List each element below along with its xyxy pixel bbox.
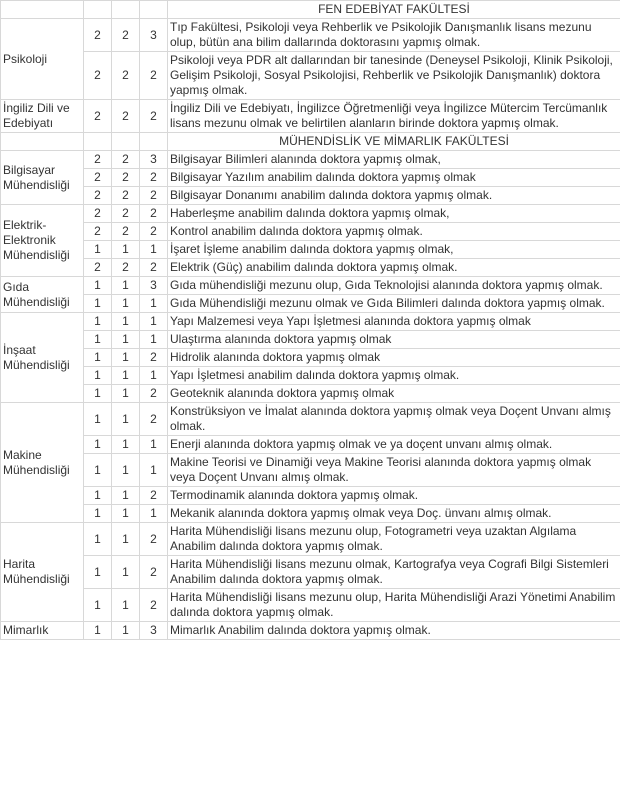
requirement-text: Konstrüksiyon ve İmalat alanında doktora yapmış olmak veya Doçent Unvanı almış olmak. [168, 403, 620, 436]
count-n1: 1 [84, 349, 112, 367]
count-n2: 1 [112, 622, 140, 640]
requirement-text: Kontrol anabilim dalında doktora yapmış olmak. [168, 223, 620, 241]
count-n3: 1 [140, 436, 168, 454]
count-n1: 1 [84, 331, 112, 349]
count-n3: 3 [140, 19, 168, 52]
count-n1: 1 [84, 589, 112, 622]
department-name: Psikoloji [1, 19, 84, 100]
table-row [1, 187, 620, 205]
table-row [1, 589, 620, 622]
count-n3: 2 [140, 523, 168, 556]
table-row [1, 277, 620, 295]
count-n2: 1 [112, 331, 140, 349]
count-n1: 1 [84, 454, 112, 487]
count-n2: 2 [112, 259, 140, 277]
count-n3: 1 [140, 331, 168, 349]
requirement-text: Elektrik (Güç) anabilim dalında doktora yapmış olmak. [168, 259, 620, 277]
count-n3: 1 [140, 505, 168, 523]
count-n1: 2 [84, 52, 112, 100]
empty-cell [140, 1, 168, 19]
table-row [1, 556, 620, 589]
count-n2: 1 [112, 385, 140, 403]
count-n3: 2 [140, 223, 168, 241]
count-n1: 1 [84, 241, 112, 259]
count-n2: 1 [112, 436, 140, 454]
table-row [1, 151, 620, 169]
requirement-text: Termodinamik alanında doktora yapmış olmak. [168, 487, 620, 505]
count-n1: 2 [84, 259, 112, 277]
table-row [1, 313, 620, 331]
department-name: Elektrik-Elektronik Mühendisliği [1, 205, 84, 277]
count-n1: 2 [84, 187, 112, 205]
count-n2: 1 [112, 367, 140, 385]
empty-cell [84, 133, 112, 151]
table-row [1, 349, 620, 367]
table-row [1, 523, 620, 556]
empty-cell [112, 133, 140, 151]
department-name: İngiliz Dili ve Edebiyatı [1, 100, 84, 133]
department-name: Gıda Mühendisliği [1, 277, 84, 313]
requirement-text: Bilgisayar Yazılım anabilim dalında doktora yapmış olmak [168, 169, 620, 187]
count-n3: 2 [140, 205, 168, 223]
table-row [1, 505, 620, 523]
table-row [1, 622, 620, 640]
requirement-text: Geoteknik alanında doktora yapmış olmak [168, 385, 620, 403]
count-n2: 1 [112, 523, 140, 556]
requirement-text: Ulaştırma alanında doktora yapmış olmak [168, 331, 620, 349]
count-n2: 2 [112, 205, 140, 223]
count-n1: 2 [84, 100, 112, 133]
requirement-text: İngiliz Dili ve Edebiyatı, İngilizce Öğretmenliği veya İngilizce Mütercim Tercümanlık lisans mezunu olmak ve belirtilen alanların birinde doktora yapmış olmak. [168, 100, 620, 133]
table-row [1, 52, 620, 100]
table-row [1, 259, 620, 277]
count-n1: 1 [84, 295, 112, 313]
requirement-text: İşaret İşleme anabilim dalında doktora yapmış olmak, [168, 241, 620, 259]
table-row [1, 295, 620, 313]
count-n3: 1 [140, 367, 168, 385]
count-n1: 2 [84, 151, 112, 169]
count-n3: 2 [140, 259, 168, 277]
table-row [1, 403, 620, 436]
requirement-text: Makine Teorisi ve Dinamiği veya Makine Teorisi alanında doktora yapmış olmak veya Doçent Unvanı almış olmak. [168, 454, 620, 487]
department-name: Harita Mühendisliği [1, 523, 84, 622]
count-n2: 1 [112, 313, 140, 331]
count-n3: 3 [140, 151, 168, 169]
count-n3: 2 [140, 187, 168, 205]
count-n3: 2 [140, 169, 168, 187]
requirement-text: Hidrolik alanında doktora yapmış olmak [168, 349, 620, 367]
count-n2: 1 [112, 589, 140, 622]
count-n1: 2 [84, 169, 112, 187]
department-name: Mimarlık [1, 622, 84, 640]
count-n1: 1 [84, 385, 112, 403]
table-row [1, 487, 620, 505]
section-header-row [1, 1, 620, 19]
count-n1: 1 [84, 523, 112, 556]
requirement-text: Harita Mühendisliği lisans mezunu olmak, Kartografya veya Cografi Bilgi Sistemleri Anabilim dalında doktora yapmış olmak. [168, 556, 620, 589]
empty-cell [1, 133, 84, 151]
requirement-text: Bilgisayar Donanımı anabilim dalında doktora yapmış olmak. [168, 187, 620, 205]
count-n3: 2 [140, 487, 168, 505]
count-n3: 1 [140, 295, 168, 313]
count-n3: 3 [140, 277, 168, 295]
count-n3: 1 [140, 313, 168, 331]
count-n1: 1 [84, 277, 112, 295]
requirement-text: Harita Mühendisliği lisans mezunu olup, Harita Mühendisliği Arazi Yönetimi Anabilim dalında doktora yapmış olmak. [168, 589, 620, 622]
requirement-text: Haberleşme anabilim dalında doktora yapmış olmak, [168, 205, 620, 223]
count-n1: 2 [84, 223, 112, 241]
table-row [1, 367, 620, 385]
count-n2: 2 [112, 100, 140, 133]
count-n1: 1 [84, 436, 112, 454]
count-n1: 1 [84, 622, 112, 640]
count-n1: 1 [84, 487, 112, 505]
table-row [1, 205, 620, 223]
requirement-text: Psikoloji veya PDR alt dallarından bir tanesinde (Deneysel Psikoloji, Klinik Psikoloji, Gelişim Psikoloji, Sosyal Psikolojisi, Rehberlik ve Psikolojik Danışmanlık) doktora yapmış olmak. [168, 52, 620, 100]
department-name: Bilgisayar Mühendisliği [1, 151, 84, 205]
table-row [1, 436, 620, 454]
count-n2: 1 [112, 487, 140, 505]
section-title: FEN EDEBİYAT FAKÜLTESİ [168, 1, 620, 19]
requirement-text: Enerji alanında doktora yapmış olmak ve ya doçent unvanı almış olmak. [168, 436, 620, 454]
count-n1: 1 [84, 367, 112, 385]
count-n3: 1 [140, 454, 168, 487]
requirement-text: Gıda mühendisliği mezunu olup, Gıda Teknolojisi alanında doktora yapmış olmak. [168, 277, 620, 295]
count-n2: 1 [112, 403, 140, 436]
count-n2: 1 [112, 454, 140, 487]
requirement-text: Mimarlık Anabilim dalında doktora yapmış olmak. [168, 622, 620, 640]
count-n2: 2 [112, 169, 140, 187]
count-n3: 2 [140, 52, 168, 100]
section-header-row [1, 133, 620, 151]
count-n2: 1 [112, 295, 140, 313]
count-n3: 2 [140, 403, 168, 436]
count-n3: 2 [140, 589, 168, 622]
requirement-text: Gıda Mühendisliği mezunu olmak ve Gıda Bilimleri dalında doktora yapmış olmak. [168, 295, 620, 313]
requirement-text: Harita Mühendisliği lisans mezunu olup, Fotogrametri veya uzaktan Algılama Anabilim dalında doktora yapmış olmak. [168, 523, 620, 556]
count-n2: 1 [112, 349, 140, 367]
table-row [1, 454, 620, 487]
empty-cell [112, 1, 140, 19]
count-n3: 3 [140, 622, 168, 640]
count-n2: 1 [112, 277, 140, 295]
requirement-text: Mekanik alanında doktora yapmış olmak veya Doç. ünvanı almış olmak. [168, 505, 620, 523]
count-n2: 1 [112, 241, 140, 259]
count-n3: 2 [140, 385, 168, 403]
count-n2: 2 [112, 187, 140, 205]
count-n3: 2 [140, 349, 168, 367]
table-row [1, 19, 620, 52]
section-title: MÜHENDİSLİK VE MİMARLIK FAKÜLTESİ [168, 133, 620, 151]
count-n2: 2 [112, 151, 140, 169]
count-n1: 2 [84, 205, 112, 223]
count-n2: 2 [112, 52, 140, 100]
table-row [1, 223, 620, 241]
count-n1: 1 [84, 505, 112, 523]
count-n2: 1 [112, 556, 140, 589]
count-n1: 2 [84, 19, 112, 52]
count-n1: 1 [84, 556, 112, 589]
table-row [1, 385, 620, 403]
count-n1: 1 [84, 403, 112, 436]
table-row [1, 169, 620, 187]
count-n2: 2 [112, 223, 140, 241]
count-n2: 1 [112, 505, 140, 523]
empty-cell [140, 133, 168, 151]
empty-cell [1, 1, 84, 19]
table-row [1, 100, 620, 133]
count-n1: 1 [84, 313, 112, 331]
department-name: İnşaat Mühendisliği [1, 313, 84, 403]
requirement-text: Yapı Malzemesi veya Yapı İşletmesi alanında doktora yapmış olmak [168, 313, 620, 331]
table-row [1, 331, 620, 349]
count-n3: 1 [140, 241, 168, 259]
requirement-text: Tıp Fakültesi, Psikoloji veya Rehberlik ve Psikolojik Danışmanlık lisans mezunu olup, bütün ana bilim dallarında doktorasını yapmış olmak. [168, 19, 620, 52]
department-name: Makine Mühendisliği [1, 403, 84, 523]
table-row [1, 241, 620, 259]
empty-cell [84, 1, 112, 19]
count-n3: 2 [140, 556, 168, 589]
requirement-text: Yapı İşletmesi anabilim dalında doktora yapmış olmak. [168, 367, 620, 385]
requirement-text: Bilgisayar Bilimleri alanında doktora yapmış olmak, [168, 151, 620, 169]
count-n2: 2 [112, 19, 140, 52]
count-n3: 2 [140, 100, 168, 133]
